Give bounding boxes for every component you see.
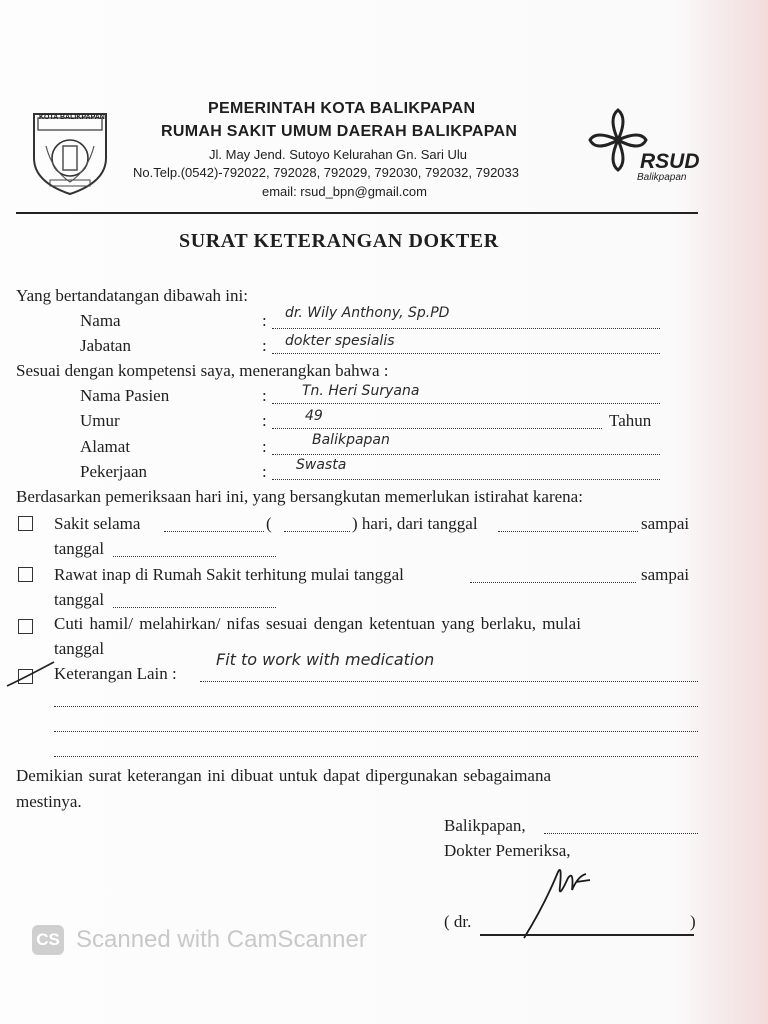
other-line-3: [54, 731, 698, 732]
maternity-date-label: tanggal: [54, 639, 105, 658]
sick-leave-text-a: Sakit selama: [54, 514, 141, 533]
intro-text: Yang bertandatangan dibawah ini:: [16, 286, 248, 305]
other-line-4: [54, 756, 698, 757]
doctor-name-label: Nama: [80, 311, 121, 330]
sick-count-line: [284, 531, 350, 532]
document-title: SURAT KETERANGAN DOKTER: [179, 230, 499, 252]
sign-open: ( dr.: [444, 912, 472, 931]
sick-until-line: [113, 556, 276, 557]
sick-leave-checkbox[interactable]: [18, 516, 33, 531]
inpatient-until-label: tanggal: [54, 590, 105, 609]
reason-intro: Berdasarkan pemeriksaan hari ini, yang bersangkutan memerlukan istirahat karena:: [16, 487, 583, 506]
hospital-email: email: rsud_bpn@gmail.com: [262, 184, 427, 199]
colon: :: [262, 336, 267, 355]
rsud-logo-icon: [588, 108, 648, 172]
doctor-position-value: dokter spesialis: [285, 333, 395, 349]
government-name: PEMERINTAH KOTA BALIKPAPAN: [208, 100, 476, 117]
patient-address-value: Balikpapan: [312, 432, 390, 448]
patient-job-value: Swasta: [296, 457, 347, 473]
sick-leave-text-d: sampai: [641, 514, 690, 533]
inpatient-text-a: Rawat inap di Rumah Sakit terhitung mulai tanggal: [54, 565, 404, 584]
city-emblem-icon: [30, 110, 110, 196]
rsud-wordmark: RSUD: [640, 150, 700, 173]
sick-leave-text-b: (: [266, 514, 272, 533]
header-divider: [16, 212, 698, 214]
colon: :: [262, 311, 267, 330]
emblem-label: KOTA BALIKPAPAN: [39, 114, 105, 121]
sick-leave-text-c: ) hari, dari tanggal: [352, 514, 478, 533]
doctor-name-value: dr. Wily Anthony, Sp.PD: [285, 305, 450, 321]
sick-from-line: [498, 531, 638, 532]
doctor-name-line: [272, 328, 660, 329]
other-line-1: [200, 681, 698, 682]
colon: :: [262, 411, 267, 430]
patient-age-value: 49: [305, 408, 323, 424]
other-value: Fit to work with medication: [216, 650, 435, 669]
patient-job-line: [272, 479, 660, 480]
signature-icon: [520, 856, 604, 942]
patient-address-label: Alamat: [80, 437, 131, 456]
sign-date-line: [544, 833, 698, 834]
doctor-position-line: [272, 353, 660, 354]
other-line-2: [54, 706, 698, 707]
inpatient-from-line: [470, 582, 636, 583]
camscanner-badge: CS: [32, 925, 64, 955]
rsud-sub: Balikpapan: [637, 172, 687, 183]
patient-age-line: [272, 428, 602, 429]
colon: :: [262, 462, 267, 481]
sick-until-label: tanggal: [54, 539, 105, 558]
hospital-phone: No.Telp.(0542)-792022, 792028, 792029, 792030, 792032, 792033: [133, 165, 519, 180]
inpatient-checkbox[interactable]: [18, 567, 33, 582]
sign-role: Dokter Pemeriksa,: [444, 841, 571, 860]
colon: :: [262, 437, 267, 456]
inpatient-until-line: [113, 607, 276, 608]
colon: :: [262, 386, 267, 405]
patient-age-label: Umur: [80, 411, 120, 430]
patient-address-line: [272, 454, 660, 455]
maternity-checkbox[interactable]: [18, 619, 33, 634]
statement-text: Sesuai dengan kompetensi saya, menerangkan bahwa :: [16, 361, 389, 380]
doctor-position-label: Jabatan: [80, 336, 131, 355]
maternity-text-a: Cuti hamil/ melahirkan/ nifas sesuai dengan ketentuan yang berlaku, mulai: [54, 614, 581, 633]
patient-name-value: Tn. Heri Suryana: [302, 383, 420, 399]
hospital-address: Jl. May Jend. Sutoyo Kelurahan Gn. Sari Ulu: [209, 147, 467, 162]
inpatient-text-b: sampai: [641, 565, 690, 584]
closing-text-b: mestinya.: [16, 792, 82, 811]
other-label: Keterangan Lain :: [54, 664, 177, 683]
patient-job-label: Pekerjaan: [80, 462, 148, 481]
hospital-name: RUMAH SAKIT UMUM DAERAH BALIKPAPAN: [161, 123, 518, 140]
sign-close: ): [690, 912, 696, 931]
closing-text-a: Demikian surat keterangan ini dibuat untuk dapat dipergunakan sebagaimana: [16, 766, 552, 785]
camscanner-text: Scanned with CamScanner: [76, 926, 367, 953]
patient-name-label: Nama Pasien: [80, 386, 170, 405]
patient-age-unit: Tahun: [609, 411, 652, 430]
sign-name-line: [480, 934, 694, 936]
patient-name-line: [272, 403, 660, 404]
checkmark-icon: [4, 656, 60, 690]
sick-days-line: [164, 531, 264, 532]
sign-place: Balikpapan,: [444, 816, 526, 835]
